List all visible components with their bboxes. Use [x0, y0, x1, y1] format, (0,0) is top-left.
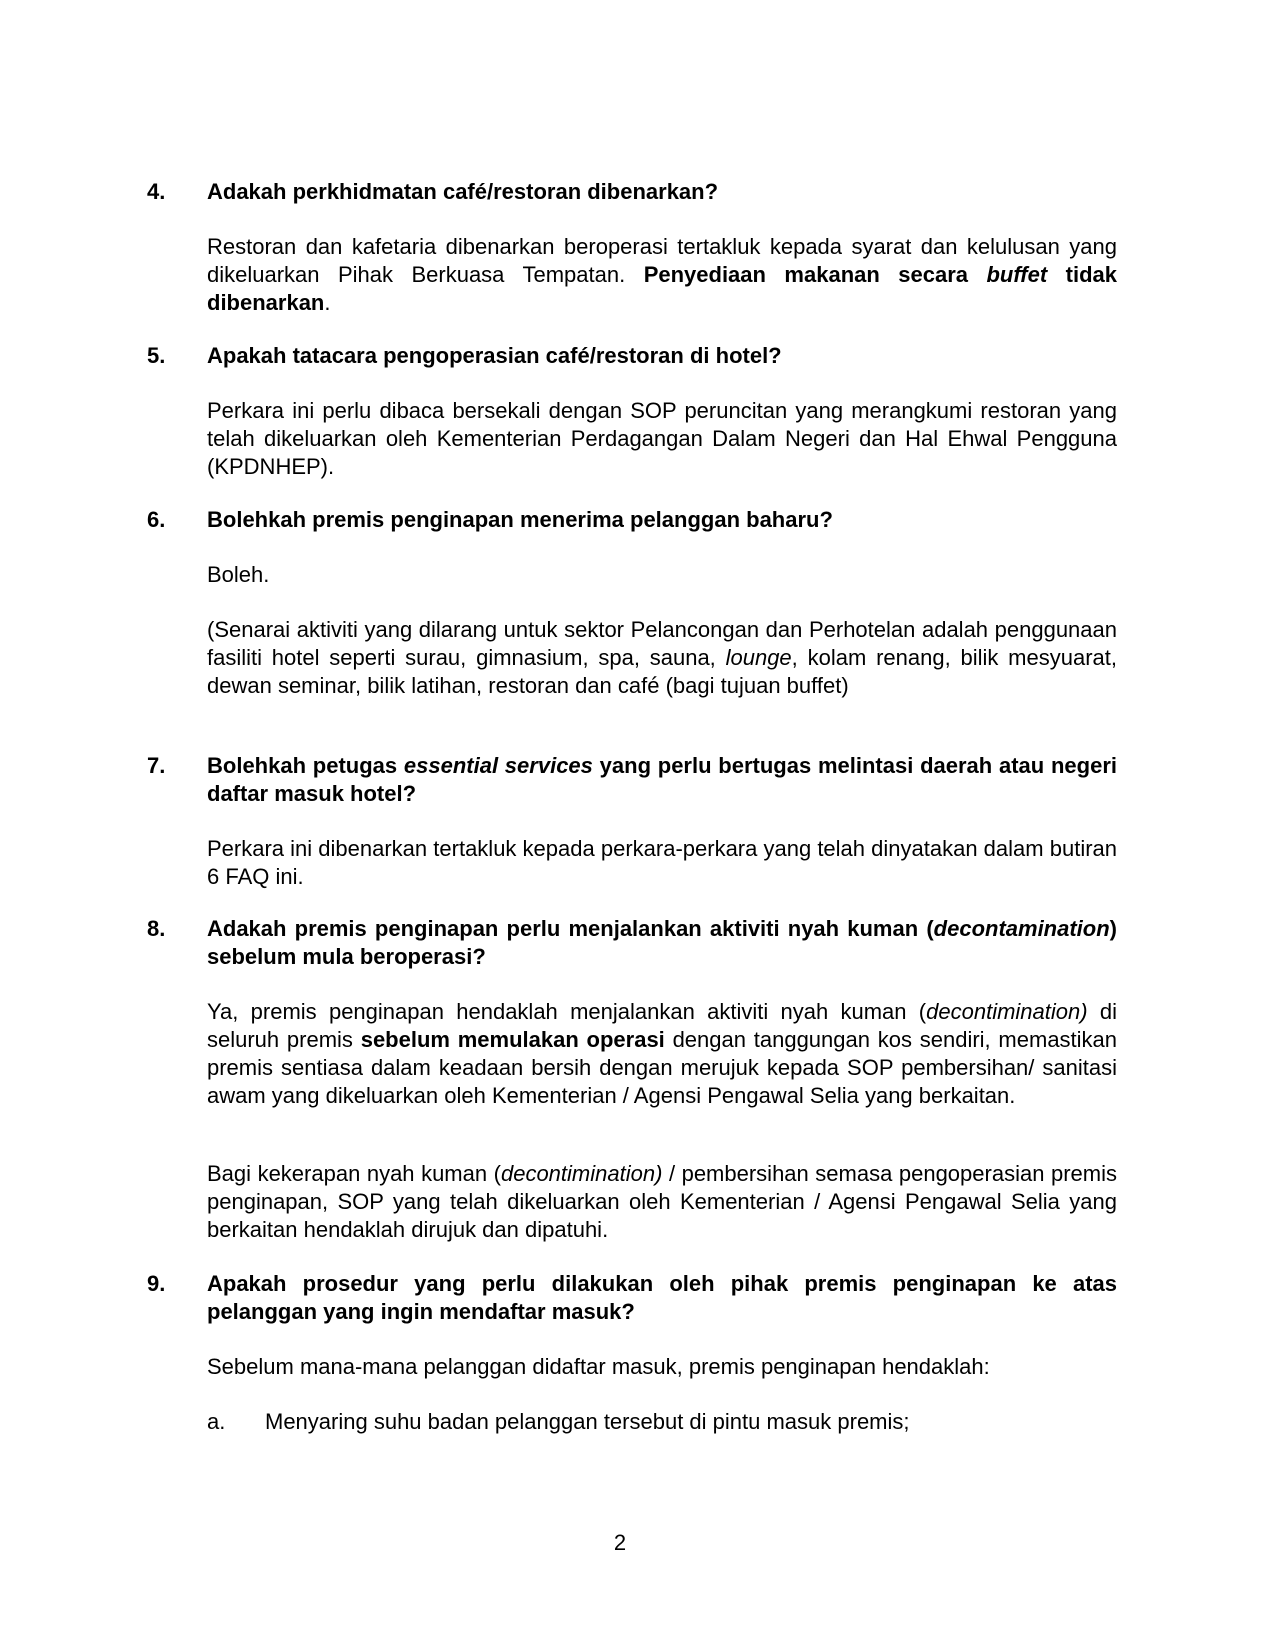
- question-italic-text: decontamination: [933, 916, 1110, 941]
- faq-answer: Perkara ini dibenarkan tertakluk kepada perkara-perkara yang telah dinyatakan dalam butiran 6 FAQ ini.: [207, 836, 1117, 889]
- faq-question: [207, 752, 1117, 808]
- question-text: Adakah premis penginapan perlu menjalankan aktiviti nyah kuman (: [207, 916, 934, 941]
- note-text: (Senarai aktiviti yang dilarang untuk sektor Pelancongan dan Perhotelan adalah penggunaan fasiliti hotel seperti surau, gimnasium, spa, sauna,: [207, 617, 1117, 670]
- faq-question: Adakah perkhidmatan café/restoran dibenarkan?: [207, 179, 719, 204]
- faq-question: Apakah prosedur yang perlu dilakukan oleh pihak premis penginapan ke atas pelanggan yang ingin mendaftar masuk?: [207, 1271, 1117, 1324]
- faq-number: 5.: [147, 343, 166, 368]
- answer-bold-text: sebelum memulakan operasi: [360, 1027, 665, 1052]
- faq-question: [207, 915, 1117, 971]
- answer-bold-text: tidak dibenarkan: [207, 262, 1117, 315]
- faq-number: 6.: [147, 507, 166, 532]
- answer-bold-italic-text: buffet: [986, 262, 1048, 287]
- answer-text: di seluruh premis: [207, 999, 1117, 1052]
- question-text: yang perlu bertugas melintasi daerah atau negeri daftar masuk hotel?: [207, 753, 1118, 806]
- note-italic-text: lounge: [725, 645, 792, 670]
- answer-text: Ya, premis penginapan hendaklah menjalankan aktiviti nyah kuman (: [207, 999, 927, 1024]
- faq-answer: Sebelum mana-mana pelanggan didaftar masuk, premis penginapan hendaklah:: [207, 1354, 990, 1379]
- question-text: ) sebelum mula beroperasi?: [207, 916, 1117, 969]
- faq-question: Apakah tatacara pengoperasian café/restoran di hotel?: [207, 343, 782, 368]
- question-italic-text: essential services: [403, 753, 593, 778]
- faq-number: 8.: [147, 916, 166, 941]
- answer-italic-text: decontimination): [500, 1161, 663, 1186]
- answer-text: dengan tanggungan kos sendiri, memastikan premis sentiasa dalam keadaan bersih dengan merujuk kepada SOP pembersihan/ sanitasi awam yang dikeluarkan oleh Kementerian / Agensi Pengawal Selia yang berkaitan.: [207, 1027, 1118, 1108]
- answer-text: Bagi kekerapan nyah kuman (: [207, 1161, 501, 1186]
- faq-answer: [207, 998, 1117, 1110]
- answer-bold-text: Penyediaan makanan secara: [643, 262, 987, 287]
- faq-answer-2: [207, 1160, 1117, 1244]
- faq-number: 9.: [147, 1271, 166, 1296]
- answer-text: .: [324, 290, 331, 315]
- faq-note: [207, 616, 1117, 700]
- answer-text: Restoran dan kafetaria dibenarkan beroperasi tertakluk kepada syarat dan kelulusan yang dikeluarkan Pihak Berkuasa Tempatan.: [207, 234, 1117, 287]
- question-text: Bolehkah petugas: [207, 753, 404, 778]
- faq-number: 7.: [147, 753, 166, 778]
- answer-italic-text: decontimination): [926, 999, 1088, 1024]
- list-item-text: Menyaring suhu badan pelanggan tersebut di pintu masuk premis;: [265, 1409, 910, 1434]
- note-text: , kolam renang, bilik mesyuarat, dewan seminar, bilik latihan, restoran dan café (bagi tujuan buffet): [207, 645, 1117, 698]
- faq-number: 4.: [147, 179, 166, 204]
- faq-question: Bolehkah premis penginapan menerima pelanggan baharu?: [207, 507, 833, 532]
- answer-text: / pembersihan semasa pengoperasian premis penginapan, SOP yang telah dikeluarkan oleh Kementerian / Agensi Pengawal Selia yang berkaitan hendaklah dirujuk dan dipatuhi.: [207, 1161, 1117, 1242]
- faq-answer: Perkara ini perlu dibaca bersekali dengan SOP peruncitan yang merangkumi restoran yang telah dikeluarkan oleh Kementerian Perdagangan Dalam Negeri dan Hal Ehwal Pengguna (KPDNHEP).: [207, 398, 1117, 479]
- faq-answer: Boleh.: [207, 562, 270, 587]
- faq-answer: [207, 233, 1117, 317]
- list-item-label: a.: [207, 1409, 226, 1434]
- page-number: 2: [613, 1530, 627, 1555]
